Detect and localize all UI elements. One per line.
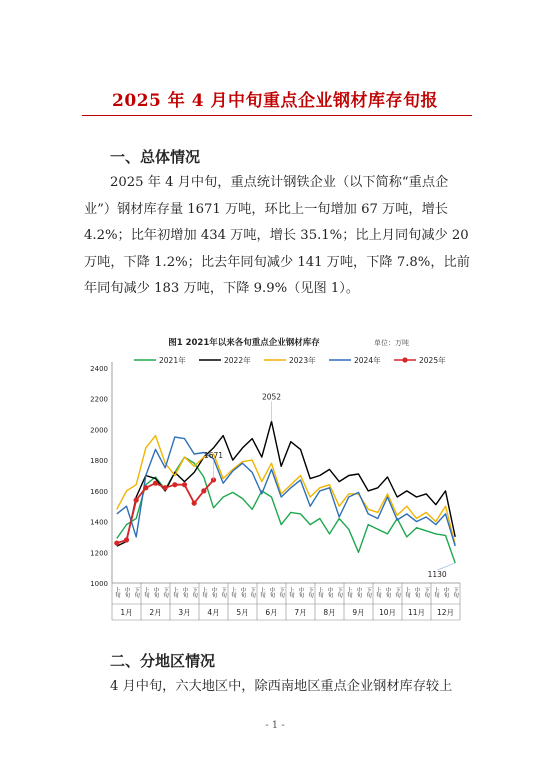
x-tick-label: 上旬 (258, 587, 265, 597)
page-number: - 1 - (265, 720, 285, 731)
series-point (172, 482, 177, 487)
month-label: 6月 (265, 608, 278, 617)
x-tick-label: 下旬 (452, 587, 459, 597)
inventory-chart (84, 330, 474, 630)
x-tick-label: 中旬 (239, 587, 246, 597)
title-underline (82, 115, 472, 116)
series-line-2021年 (117, 457, 455, 563)
y-tick-label: 1000 (90, 580, 108, 588)
series-point (182, 482, 187, 487)
x-tick-label: 中旬 (326, 587, 333, 597)
x-tick-label: 下旬 (278, 587, 285, 597)
paragraph-line: 4 月中旬，六大地区中，除西南地区重点企业钢材库存较上 (110, 679, 453, 694)
series-point (134, 497, 139, 502)
section-heading-regional: 二、分地区情况 (110, 652, 216, 670)
month-label: 11月 (407, 608, 426, 617)
month-label: 10月 (378, 608, 397, 617)
x-tick-label: 中旬 (384, 587, 391, 597)
annotation-label: 1130 (427, 570, 447, 580)
x-tick-label: 上旬 (432, 587, 439, 597)
annotation-label: 1671 (203, 450, 224, 460)
series-point (114, 540, 119, 545)
paragraph-line: 年同旬减少 183 万吨，下降 9.9%（见图 1）。 (84, 281, 360, 296)
x-tick-label: 中旬 (297, 587, 304, 597)
annotation-leader (437, 563, 455, 570)
series-point (163, 485, 168, 490)
x-tick-label: 下旬 (307, 587, 314, 597)
month-label: 5月 (236, 608, 249, 617)
series-point (192, 501, 197, 506)
series-point (124, 537, 129, 542)
legend-label: 2021年 (159, 356, 186, 365)
month-label: 2月 (149, 608, 162, 617)
x-tick-label: 中旬 (413, 587, 420, 597)
annotation-label: 2052 (261, 392, 282, 402)
chart-title: 图1 2021年以来各旬重点企业钢材库存 (168, 338, 320, 348)
chart-svg (84, 330, 474, 630)
x-tick-label: 上旬 (171, 587, 178, 597)
x-tick-label: 上旬 (403, 587, 410, 597)
month-label: 1月 (120, 608, 133, 617)
x-tick-label: 上旬 (113, 587, 120, 597)
x-tick-label: 上旬 (229, 587, 236, 597)
y-tick-label: 2400 (90, 365, 108, 373)
paragraph-line: 万吨，下降 1.2%；比去年同旬减少 141 万吨，下降 7.8%，比前 (84, 254, 470, 270)
y-tick-label: 1800 (90, 457, 108, 466)
legend-label: 2024年 (354, 356, 381, 365)
series-point (143, 485, 148, 490)
x-tick-label: 中旬 (123, 587, 130, 597)
month-label: 9月 (352, 608, 365, 617)
x-tick-label: 中旬 (210, 587, 217, 597)
y-tick-label: 1200 (90, 549, 108, 558)
y-tick-label: 1400 (90, 518, 108, 527)
x-tick-label: 下旬 (365, 587, 372, 597)
month-label: 8月 (323, 608, 336, 617)
x-tick-label: 上旬 (374, 587, 381, 597)
x-tick-label: 中旬 (442, 587, 449, 597)
series-point (201, 488, 206, 493)
x-tick-label: 上旬 (345, 587, 352, 597)
x-tick-label: 下旬 (249, 587, 256, 597)
x-tick-label: 下旬 (394, 587, 401, 597)
legend-label: 2023年 (289, 356, 316, 365)
x-tick-label: 中旬 (152, 587, 159, 597)
series-line-2023年 (117, 436, 455, 545)
x-tick-label: 下旬 (220, 587, 227, 597)
x-tick-label: 下旬 (423, 587, 430, 597)
x-tick-label: 上旬 (287, 587, 294, 597)
paragraph-line: 4.2%；比年初增加 434 万吨，增长 35.1%；比上月同旬减少 20 (84, 228, 469, 243)
y-tick-label: 2200 (90, 395, 108, 404)
x-tick-label: 中旬 (355, 587, 362, 597)
section-heading-overall: 一、总体情况 (110, 148, 201, 166)
y-tick-label: 2000 (90, 426, 108, 435)
paragraph-line: 业”）钢材库存量 1671 万吨，环比上一旬增加 67 万吨，增长 (84, 201, 448, 217)
legend-marker (402, 357, 407, 362)
legend-label: 2022年 (224, 356, 251, 365)
overall-paragraph (84, 170, 470, 303)
x-tick-label: 中旬 (268, 587, 275, 597)
month-label: 3月 (178, 608, 191, 617)
chart-unit: 单位：万吨 (374, 339, 409, 347)
x-tick-label: 下旬 (336, 587, 343, 597)
x-tick-label: 下旬 (133, 587, 140, 597)
x-tick-label: 上旬 (200, 587, 207, 597)
x-tick-label: 下旬 (162, 587, 169, 597)
month-label: 12月 (436, 608, 455, 617)
regional-paragraph (84, 674, 470, 701)
y-tick-label: 1600 (90, 487, 108, 496)
month-label: 4月 (207, 608, 220, 617)
month-label: 7月 (294, 608, 307, 617)
x-tick-label: 下旬 (191, 587, 198, 597)
x-tick-label: 上旬 (142, 587, 149, 597)
report-title: 2025 年 4 月中旬重点企业钢材库存旬报 (112, 91, 438, 111)
legend-label: 2025年 (419, 356, 446, 365)
x-tick-label: 中旬 (181, 587, 188, 597)
paragraph-line: 2025 年 4 月中旬，重点统计钢铁企业（以下简称“重点企 (110, 175, 449, 190)
x-tick-label: 上旬 (316, 587, 323, 597)
series-point (153, 481, 158, 486)
